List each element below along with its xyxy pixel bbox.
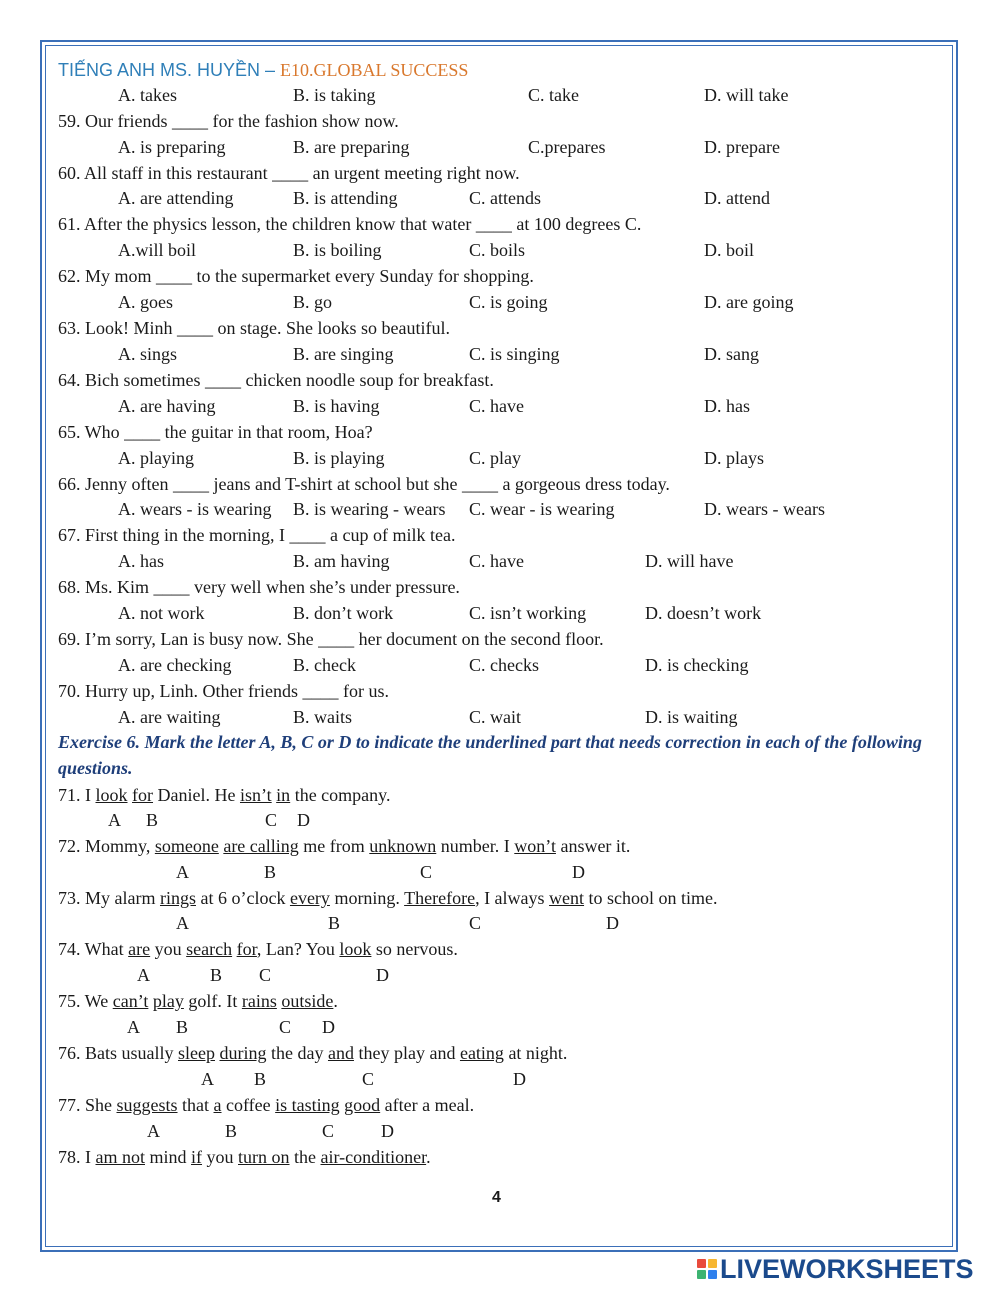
q71-part-a[interactable]: look bbox=[95, 785, 128, 805]
q68-option-b[interactable]: B. don’t work bbox=[293, 603, 394, 623]
q62-question: 62. My mom ____ to the supermarket every Sunday for shopping. bbox=[58, 266, 534, 286]
q71-sentence: 71. I look for Daniel. He isn’t in the company. bbox=[58, 785, 391, 805]
q65-option-c[interactable]: C. play bbox=[469, 448, 521, 468]
q70-option-d[interactable]: D. is waiting bbox=[645, 707, 738, 727]
q63-option-d[interactable]: D. sang bbox=[704, 344, 759, 364]
exercise-6-heading: Exercise 6. Mark the letter A, B, C or D to indicate the underlined part that needs correction in each of the following questions. bbox=[58, 732, 922, 778]
q71-letter-b: B bbox=[146, 810, 159, 830]
q66-question: 66. Jenny often ____ jeans and T-shirt at school but she ____ a gorgeous dress today. bbox=[58, 474, 670, 494]
q71-part-b[interactable]: for bbox=[132, 785, 154, 805]
logo-square-green bbox=[697, 1270, 706, 1279]
q77-letter-d: D bbox=[381, 1121, 394, 1141]
q63-question: 63. Look! Minh ____ on stage. She looks so beautiful. bbox=[58, 318, 450, 338]
q72-letter-b: B bbox=[264, 862, 277, 882]
q76-letter-c: C bbox=[362, 1069, 375, 1089]
q74-letter-b: B bbox=[210, 965, 223, 985]
q78-part-c[interactable]: turn on bbox=[238, 1147, 290, 1167]
q74-part-d[interactable]: look bbox=[339, 939, 372, 959]
q68-option-a[interactable]: A. not work bbox=[118, 603, 205, 623]
q71-part-d[interactable]: in bbox=[276, 785, 291, 805]
q73-letter-b: B bbox=[328, 913, 341, 933]
q73-sentence: 73. My alarm rings at 6 o’clock every morning. Therefore, I always went to school on time. bbox=[58, 888, 718, 908]
q77-letter-b: B bbox=[225, 1121, 238, 1141]
q60-question: 60. All staff in this restaurant ____ an urgent meeting right now. bbox=[58, 163, 520, 183]
q70-question: 70. Hurry up, Linh. Other friends ____ for us. bbox=[58, 681, 389, 701]
q67-question: 67. First thing in the morning, I ____ a cup of milk tea. bbox=[58, 525, 456, 545]
q73-part-d[interactable]: went bbox=[549, 888, 585, 908]
q72-letter-d: D bbox=[572, 862, 585, 882]
q70-option-c[interactable]: C. wait bbox=[469, 707, 521, 727]
q73-letter-c: C bbox=[469, 913, 482, 933]
q76-part-c[interactable]: and bbox=[327, 1043, 354, 1063]
q64-option-a[interactable]: A. are having bbox=[118, 396, 216, 416]
q65-option-a[interactable]: A. playing bbox=[118, 448, 194, 468]
q61-option-d[interactable]: D. boil bbox=[704, 240, 755, 260]
q72-part-c[interactable]: unknown bbox=[369, 836, 437, 856]
q71-part-c[interactable]: isn’t bbox=[239, 785, 272, 805]
q76-letter-d: D bbox=[513, 1069, 526, 1089]
q70-option-a[interactable]: A. are waiting bbox=[118, 707, 221, 727]
q66-option-b[interactable]: B. is wearing - wears bbox=[293, 499, 446, 519]
q59-option-d[interactable]: D. prepare bbox=[704, 137, 780, 157]
q74-letter-a: A bbox=[137, 965, 150, 985]
q62-option-d[interactable]: D. are going bbox=[704, 292, 794, 312]
q61-question: 61. After the physics lesson, the children know that water ____ at 100 degrees C. bbox=[58, 214, 642, 234]
q74-letter-d: D bbox=[376, 965, 389, 985]
q70-option-b[interactable]: B. waits bbox=[293, 707, 353, 727]
q77-letter-a: A bbox=[147, 1121, 160, 1141]
q72-part-a[interactable]: someone bbox=[154, 836, 219, 856]
q75-sentence: 75. We can’t play golf. It rains outside. bbox=[58, 991, 338, 1011]
q74-part-c[interactable]: for bbox=[236, 939, 257, 959]
q77-part-a[interactable]: suggests bbox=[116, 1095, 178, 1115]
q67-option-b[interactable]: B. am having bbox=[293, 551, 390, 571]
q73-part-b[interactable]: every bbox=[289, 888, 330, 908]
q75-part-d[interactable]: outside bbox=[281, 991, 334, 1011]
q72-part-d[interactable]: won’t bbox=[514, 836, 556, 856]
logo-square-yellow bbox=[708, 1259, 717, 1268]
q75-part-b[interactable]: play bbox=[152, 991, 184, 1011]
q60-option-c[interactable]: C. attends bbox=[469, 188, 541, 208]
q72-letter-c: C bbox=[420, 862, 433, 882]
q66-option-a[interactable]: A. wears - is wearing bbox=[118, 499, 272, 519]
q59-question: 59. Our friends ____ for the fashion show now. bbox=[58, 111, 399, 131]
q76-letter-b: B bbox=[254, 1069, 267, 1089]
q63-option-b[interactable]: B. are singing bbox=[293, 344, 394, 364]
logo-square-blue bbox=[708, 1270, 717, 1279]
q76-sentence: 76. Bats usually sleep during the day and they play and eating at night. bbox=[58, 1043, 568, 1063]
q75-letter-b: B bbox=[176, 1017, 189, 1037]
q72-sentence: 72. Mommy, someone are calling me from unknown number. I won’t answer it. bbox=[58, 836, 631, 856]
q71-letter-c: C bbox=[265, 810, 278, 830]
q77-part-c[interactable]: is tasting bbox=[275, 1095, 340, 1115]
q71-letter-a: A bbox=[108, 810, 121, 830]
q73-part-c[interactable]: Therefore bbox=[404, 888, 476, 908]
q78-part-b[interactable]: if bbox=[191, 1147, 203, 1167]
q58-option-d[interactable]: D. will take bbox=[704, 85, 789, 105]
q72-part-b[interactable]: are calling bbox=[223, 836, 299, 856]
q64-question: 64. Bich sometimes ____ chicken noodle soup for breakfast. bbox=[58, 370, 494, 390]
q58-option-c[interactable]: C. take bbox=[528, 85, 579, 105]
q75-letter-c: C bbox=[279, 1017, 292, 1037]
q68-option-d[interactable]: D. doesn’t work bbox=[645, 603, 762, 623]
q74-part-b[interactable]: search bbox=[186, 939, 233, 959]
q76-part-d[interactable]: eating bbox=[459, 1043, 504, 1063]
q72-letter-a: A bbox=[176, 862, 189, 882]
header-course: E10.GLOBAL SUCCESS bbox=[280, 60, 469, 80]
q68-question: 68. Ms. Kim ____ very well when she’s under pressure. bbox=[58, 577, 460, 597]
q66-option-c[interactable]: C. wear - is wearing bbox=[469, 499, 615, 519]
q75-letter-d: D bbox=[322, 1017, 335, 1037]
q69-option-d[interactable]: D. is checking bbox=[645, 655, 749, 675]
q62-option-b[interactable]: B. go bbox=[293, 292, 333, 312]
q59-option-b[interactable]: B. are preparing bbox=[293, 137, 410, 157]
q71-letter-d: D bbox=[297, 810, 310, 830]
q64-option-b[interactable]: B. is having bbox=[293, 396, 380, 416]
q69-option-b[interactable]: B. check bbox=[293, 655, 356, 675]
q58-option-b[interactable]: B. is taking bbox=[293, 85, 376, 105]
q63-option-c[interactable]: C. is singing bbox=[469, 344, 560, 364]
q59-option-a[interactable]: A. is preparing bbox=[118, 137, 226, 157]
q77-part-b[interactable]: a bbox=[213, 1095, 222, 1115]
q67-option-a[interactable]: A. has bbox=[118, 551, 164, 571]
page-header bbox=[58, 60, 468, 81]
q74-sentence: 74. What are you search for, Lan? You look so nervous. bbox=[58, 939, 458, 959]
q77-part-d[interactable]: good bbox=[344, 1095, 381, 1115]
q78-part-d[interactable]: air-conditioner bbox=[320, 1147, 427, 1167]
q60-option-b[interactable]: B. is attending bbox=[293, 188, 398, 208]
q62-option-c[interactable]: C. is going bbox=[469, 292, 548, 312]
liveworksheets-icon bbox=[697, 1259, 717, 1279]
q69-option-a[interactable]: A. are checking bbox=[118, 655, 232, 675]
q65-question: 65. Who ____ the guitar in that room, Hoa? bbox=[58, 422, 373, 442]
q78-sentence: 78. I am not mind if you turn on the air-conditioner. bbox=[58, 1147, 431, 1167]
page-number: 4 bbox=[492, 1189, 501, 1206]
q76-part-a[interactable]: sleep bbox=[178, 1043, 215, 1063]
q74-letter-c: C bbox=[259, 965, 272, 985]
q61-option-a[interactable]: A.will boil bbox=[118, 240, 197, 260]
q74-part-a[interactable]: are bbox=[128, 939, 151, 959]
q76-letter-a: A bbox=[201, 1069, 214, 1089]
q69-question: 69. I’m sorry, Lan is busy now. She ____ her document on the second floor. bbox=[58, 629, 604, 649]
q75-part-c[interactable]: rains bbox=[241, 991, 277, 1011]
q63-option-a[interactable]: A. sings bbox=[118, 344, 178, 364]
q66-option-d[interactable]: D. wears - wears bbox=[704, 499, 825, 519]
q77-letter-c: C bbox=[322, 1121, 335, 1141]
header-author: TIẾNG ANH MS. HUYỀN – bbox=[58, 60, 281, 80]
q75-letter-a: A bbox=[127, 1017, 140, 1037]
q62-option-a[interactable]: A. goes bbox=[118, 292, 173, 312]
q67-option-d[interactable]: D. will have bbox=[645, 551, 734, 571]
q75-part-a[interactable]: can’t bbox=[112, 991, 149, 1011]
q59-option-c[interactable]: C.prepares bbox=[528, 137, 606, 157]
q61-option-b[interactable]: B. is boiling bbox=[293, 240, 382, 260]
q69-option-c[interactable]: C. checks bbox=[469, 655, 539, 675]
liveworksheets-logo[interactable] bbox=[697, 1254, 974, 1284]
liveworksheets-wordmark: LIVEWORKSHEETS bbox=[720, 1253, 974, 1284]
q61-option-c[interactable]: C. boils bbox=[469, 240, 526, 260]
logo-square-red bbox=[697, 1259, 706, 1268]
q76-part-b[interactable]: during bbox=[219, 1043, 267, 1063]
q67-option-c[interactable]: C. have bbox=[469, 551, 524, 571]
q64-option-c[interactable]: C. have bbox=[469, 396, 524, 416]
q64-option-d[interactable]: D. has bbox=[704, 396, 750, 416]
q73-letter-a: A bbox=[176, 913, 189, 933]
q58-option-a[interactable]: A. takes bbox=[118, 85, 177, 105]
q77-sentence: 77. She suggests that a coffee is tasting good after a meal. bbox=[58, 1095, 475, 1115]
q60-option-d[interactable]: D. attend bbox=[704, 188, 770, 208]
q65-option-d[interactable]: D. plays bbox=[704, 448, 764, 468]
q68-option-c[interactable]: C. isn’t working bbox=[469, 603, 587, 623]
q65-option-b[interactable]: B. is playing bbox=[293, 448, 385, 468]
q73-letter-d: D bbox=[606, 913, 619, 933]
q60-option-a[interactable]: A. are attending bbox=[118, 188, 234, 208]
q78-part-a[interactable]: am not bbox=[95, 1147, 145, 1167]
q73-part-a[interactable]: rings bbox=[159, 888, 196, 908]
